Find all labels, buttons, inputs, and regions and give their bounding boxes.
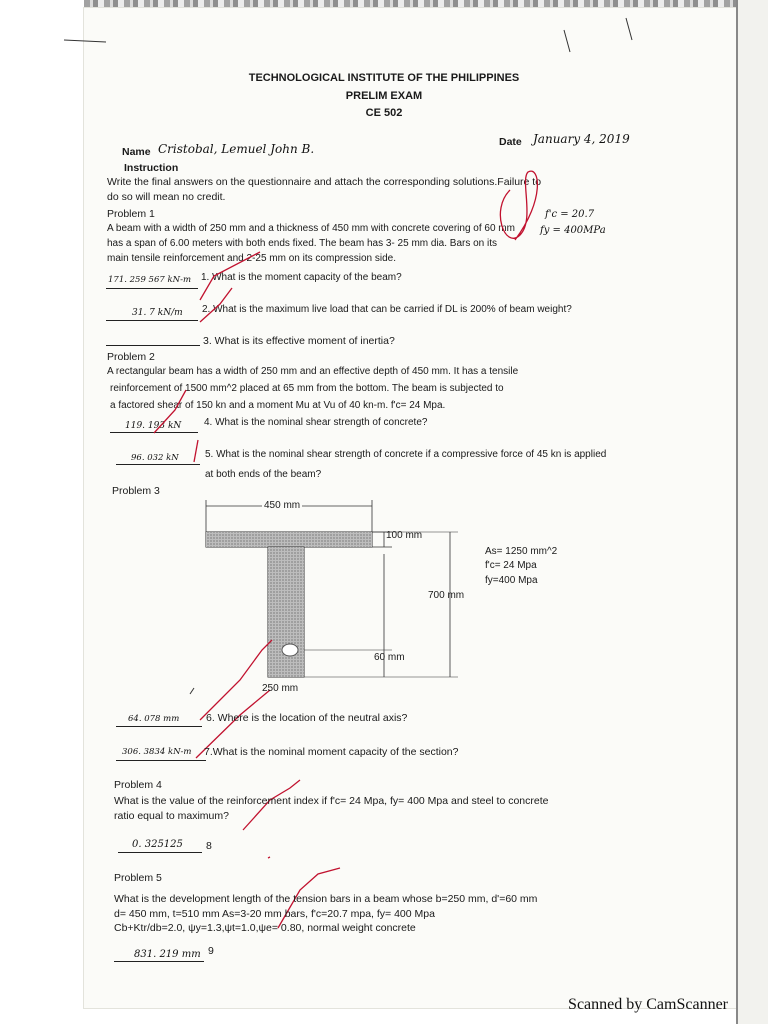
dim-flange-width: 450 mm (264, 500, 301, 511)
problem-5-line-1: What is the development length of the tension bars in a beam whose b=250 mm, d'=60 mm (114, 893, 538, 905)
question-9-number: 9 (208, 945, 214, 957)
dim-cover: 60 mm (374, 652, 405, 663)
answer-9: 831. 219 mm (134, 949, 201, 960)
problem-1-line-1: A beam with a width of 250 mm and a thickness of 450 mm with concrete covering of 60 mm (107, 223, 515, 234)
problem-4-line-2: ratio equal to maximum? (114, 810, 229, 822)
instruction-label: Instruction (124, 162, 179, 174)
problem-2-title: Problem 2 (107, 351, 155, 363)
problem-5-line-2: d= 450 mm, t=510 mm As=3-20 mm bars, f'c=20.7 mpa, fy= 400 Mpa (114, 908, 435, 920)
answer-line-9 (114, 961, 204, 962)
problem-1-line-2: has a span of 6.00 meters with both ends fixed. The beam has 3- 25 mm dia. Bars on its (107, 238, 498, 249)
answer-2: 31. 7 kN/m (132, 308, 183, 318)
pencil-marks (64, 18, 632, 694)
instruction-line-2: do so will mean no credit. (107, 191, 226, 203)
course-code: CE 502 (365, 107, 403, 119)
question-8-number: 8 (206, 840, 212, 852)
prop-fc: f'c= 24 Mpa (485, 560, 537, 571)
instruction-line-1: Write the final answers on the questionnaire and attach the corresponding solutions.Failure to (107, 176, 542, 188)
answer-8: 0. 325125 (132, 839, 183, 850)
prop-as: As= 1250 mm^2 (485, 546, 558, 557)
dim-total-depth: 700 mm (428, 590, 465, 601)
margin-note-fy: fy = 400MPa (540, 225, 606, 236)
answer-line-6 (116, 726, 202, 727)
answer-4: 119. 193 kN (125, 421, 182, 431)
question-5-line-2: at both ends of the beam? (205, 469, 322, 480)
date-value: January 4, 2019 (533, 132, 630, 146)
problem-2-line-1: A rectangular beam has a width of 250 mm and an effective depth of 450 mm. It has a tensile (107, 366, 519, 377)
answer-line-8 (118, 852, 202, 853)
exam-title: PRELIM EXAM (345, 90, 423, 102)
answer-6: 64. 078 mm (128, 714, 180, 724)
problem-1-line-3: main tensile reinforcement and 2-25 mm on its compression side. (107, 253, 397, 264)
institution-title: TECHNOLOGICAL INSTITUTE OF THE PHILIPPINES (248, 72, 520, 84)
problem-4-line-1: What is the value of the reinforcement index if f'c= 24 Mpa, fy= 400 Mpa and steel to concrete (114, 795, 549, 807)
name-value: Cristobal, Lemuel John B. (158, 142, 315, 156)
answer-5: 96. 032 kN (131, 453, 179, 463)
answer-line-7 (116, 760, 206, 761)
question-2: 2. What is the maximum live load that can be carried if DL is 200% of beam weight? (202, 304, 572, 315)
dim-flange-thickness: 100 mm (386, 530, 423, 541)
problem-5-title: Problem 5 (114, 872, 162, 884)
question-1: 1. What is the moment capacity of the beam? (201, 272, 402, 283)
problem-5-line-3: Cb+Ktr/db=2.0, ψy=1.3,ψt=1.0,ψe= 0.80, normal weight concrete (114, 922, 416, 934)
problem-4-title: Problem 4 (114, 779, 162, 791)
dim-web-width: 250 mm (262, 683, 299, 694)
camscanner-watermark: Scanned by CamScanner (568, 996, 728, 1013)
date-label: Date (499, 136, 522, 148)
answer-7: 306. 3834 kN-m (122, 747, 192, 757)
problem-2-line-2: reinforcement of 1500 mm^2 placed at 65 mm from the bottom. The beam is subjected to (110, 383, 504, 394)
problem-2-line-3: a factored shear of 150 kn and a moment Mu at Vu of 40 kn-m. f'c= 24 Mpa. (110, 400, 446, 411)
question-3: 3. What is its effective moment of inertia? (203, 335, 395, 347)
margin-note-fc: f'c = 20.7 (545, 209, 595, 220)
problem-3-title: Problem 3 (112, 485, 160, 497)
question-4: 4. What is the nominal shear strength of concrete? (204, 417, 428, 428)
question-5-line-1: 5. What is the nominal shear strength of concrete if a compressive force of 45 kn is applied (205, 449, 607, 460)
question-7: 7.What is the nominal moment capacity of the section? (204, 746, 459, 758)
name-label: Name (122, 146, 151, 158)
answer-1: 171. 259 567 kN-m (108, 275, 191, 285)
problem-1-title: Problem 1 (107, 208, 155, 220)
prop-fy: fy=400 Mpa (485, 575, 538, 586)
question-6: 6. Where is the location of the neutral axis? (206, 712, 408, 724)
